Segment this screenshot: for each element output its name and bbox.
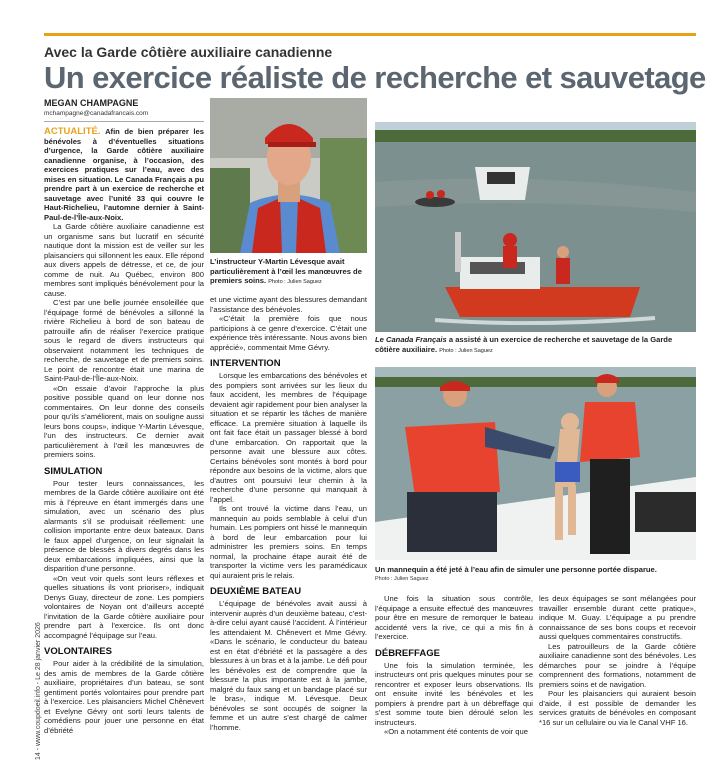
photo-boats-caption (375, 335, 696, 356)
paragraph: Ils ont trouvé la victime dans l’eau, un mannequin au poids semblable à celui d’un humain. Les pompiers ont hissé le mannequin à bord de leur embarcation pour lui administrer les premiers soins. En temps normal, la prochaine étape aurait été de transporter la victime vers les paramédicaux qui auraient pris le relais. (210, 504, 367, 580)
caption-text: Un mannequin a été jeté à l’eau afin de simuler une personne portée disparue. (375, 565, 657, 574)
subhead-simulation: SIMULATION (44, 465, 103, 477)
column-2 (210, 295, 367, 732)
subhead-intervention: INTERVENTION (210, 358, 281, 369)
photo-instructor (210, 98, 367, 253)
paragraph: les deux équipages se sont mélangées pour travailler ensemble durant cette pratique», indique M. Guay. L’équipage a pu prendre connaissance de ses bons coups et recevoir aussi quelques commentaires constructifs. (539, 594, 696, 641)
paragraph: Pour tester leurs connaissances, les membres de la Garde côtière auxiliaire ont été mis à l’épreuve en étant immergés dans une simulation, avec un scénario des plus alarmants s’il se produisait réellement: une collision importante entre deux bateaux. Dans le faux appel d’urgence, on leur signalait la présence de blessés à divers degrés dans les deux embarcations impliquées, ainsi que la disparition d’une personne. (44, 478, 204, 573)
byline-divider (44, 121, 204, 122)
caption-publication: Le Canada Français (375, 335, 447, 344)
caption-text: L’instructeur Y-Martin Lévesque avait particulièrement à l’œil les manœuvres de premiers soins. (210, 257, 362, 285)
paragraph: C’est par une belle journée ensoleillée que l’équipage formé de bénévoles a sillonné la rivière Richelieu à bord de son bateau de patrouille afin de réaliser l’exercice pratique sous le regard de divers instructeurs qui observaient notamment les techniques de recherche, de sauvetage et de premiers soins. Le point de rencontre était une marina de Saint-Paul-de-l’Île-aux-Noix. (44, 298, 204, 383)
subhead-volontaires: VOLONTAIRES (44, 646, 112, 657)
author-name: MEGAN CHAMPAGNE (44, 98, 139, 108)
author-email[interactable]: mchampagne@canadafrancais.com (44, 110, 149, 117)
lead-paragraph: Afin de bien préparer les bénévoles à d’éventuelles situations d’urgence, la Garde côtière auxiliaire canadienne organise, à l’occasion, des exercices pratiques sur l’eau, avec des mises en situation. Le Canada Français a pu prendre part à un exercice de recherche et sauvetage avec l’unité 33 qui couvre le Haut-Richelieu, l’automne dernier à Saint-Paul-de-l’Île-aux-Noix. (44, 127, 204, 222)
folio-text: 14 - www.coupdoeil.info - Le 28 janvier 2026 (35, 622, 42, 760)
top-accent-rule (44, 33, 696, 36)
column-4 (539, 594, 696, 727)
boats-image (375, 122, 696, 332)
paragraph: «On veut voir quels sont leurs réflexes et quelles situations ils vont prioriser», indiquait Denys Guay, directeur de zone. Les pompiers volontaires de Noyan ont d’ailleurs accepté l’invitation de la Garde côtière auxiliaire pour prendre part à l’exercice. Ils ont donc accompagné l’équipage sur l’eau. (44, 573, 204, 640)
photo-mannequin (375, 367, 696, 560)
paragraph: «On essaie d’avoir l’approche la plus positive possible quand on leur donne nos commentaires. On leur donne des conseils pour qu’ils s’améliorent, mais on souligne aussi leurs bons coups», indique Y-Martin Lévesque, l’un des instructeurs. Ce dernier avait particulièrement à l’œil les manœuvres de premiers soins. (44, 383, 204, 459)
page-folio (32, 520, 44, 760)
paragraph: L’équipage de bénévoles avait aussi à intervenir auprès d’un deuxième bateau, c’est-à-dire celui ayant causé l’accident. À l’intérieur les attendaient M. Chênevert et Mme Gévry. «Dans le scénario, le conducteur du bateau est en état d’ébriété et la passagère a des blessures à un bras et à la jambe. Le défi pour les bénévoles est de comprendre que la blessure la plus importante est à la jambe, malgré du faux sang et un bandage placé sur le bras», indique M. Lévesque. Deux bénévoles se sont occupés de soigner la femme et un autre s’est chargé de calmer l’homme. (210, 599, 367, 732)
subhead-debreffage: DÉBREFFAGE (375, 647, 440, 659)
photo-credit: Photo : Julien Saguez (375, 576, 429, 582)
mannequin-image (375, 367, 696, 560)
paragraph: Lorsque les embarcations des bénévoles et des pompiers sont arrivées sur les lieux du faux accident, les membres de l’équipage devaient agir rapidement pour bien analyser la situation et se répartir les tâches de manière efficace. La première situation à laquelle ils ont fait face était un passager blessé à bord d’une embarcation. On rapportait que la personne avait une blessure aux côtes. Certains bénévoles sont montés à bord pour répondre aux besoins de la victime, alors que d’autres ont poursuivi leur chemin à la recherche d’une personne qui manquait à l’appel. (210, 371, 367, 504)
column-3 (375, 594, 533, 737)
instructor-image (210, 98, 367, 253)
photo-credit: Photo : Julien Saguez (268, 279, 322, 285)
photo-credit: Photo : Julien Saguez (439, 347, 493, 354)
article-headline: Un exercice réaliste de recherche et sauvetage (44, 60, 706, 95)
paragraph: «C’était la première fois que nous participions à ce genre d’exercice. C’était une expérience très intéressante. Nous avons bien apprécié», commentait Mme Gévry. (210, 314, 367, 352)
paragraph: «On a notamment été contents de voir que (384, 727, 528, 736)
column-1 (44, 127, 204, 735)
photo-mannequin-caption (375, 565, 696, 575)
photo-instructor-caption (210, 257, 367, 288)
section-tag: ACTUALITÉ. (44, 126, 101, 137)
article-kicker: Avec la Garde côtière auxiliaire canadienne (44, 44, 333, 60)
paragraph: Pour les plaisanciers qui auraient besoin d’aide, il est possible de demander les services gratuits de bénévoles en composant *16 sur un cellulaire ou via le Canal VHF 16. (539, 689, 696, 727)
paragraph: Pour aider à la crédibilité de la simulation, des amis de membres de la Garde côtière auxiliaire, propriétaires d’un bateau, se sont gentiment portés volontaires pour prendre part à l’exercice. Les plaisanciers Michel Chênevert et Evelyne Gévry ont sorti leurs talents de comédiens pour jouer une personne en état d’ébriété (44, 659, 204, 735)
paragraph: Les patrouilleurs de la Garde côtière auxiliaire canadienne sont des bénévoles. Les démarches pour se joindre à l’équipe comprennent des formations, notamment de premiers soins et de navigation. (539, 641, 696, 689)
paragraph: Une fois la situation sous contrôle, l’équipage a ensuite effectué des manœuvres pour être en mesure de remorquer le bateau accidenté vers la rive, ce qui a mis fin à l’exercice. (375, 594, 533, 641)
paragraph: Une fois la simulation terminée, les instructeurs ont pris quelques minutes pour se rencontrer et exposer leurs observations. Ils ont ensuite invité les bénévoles et les pompiers à prendre part à un débreffage qui s’est somme toute bien déroulé selon les instructeurs. (375, 660, 533, 727)
paragraph: et une victime ayant des blessures demandant l’assistance des bénévoles. (210, 295, 367, 314)
subhead-deuxieme-bateau: DEUXIÈME BATEAU (210, 586, 302, 597)
paragraph: La Garde côtière auxiliaire canadienne est un organisme sans but lucratif en sécurité nautique dont la mission est de veiller sur les plaisanciers qui sillonnent les eaux. Elle répond aux divers appels de détresse, et ce, de jour comme de nuit. Au Québec, environ 800 membres sont impliqués bénévolement pour la cause. (44, 222, 204, 298)
caption-text: a assisté à un exercice de recherche et sauvetage de la Garde côtière auxiliaire. (375, 335, 673, 354)
photo-boats (375, 122, 696, 332)
